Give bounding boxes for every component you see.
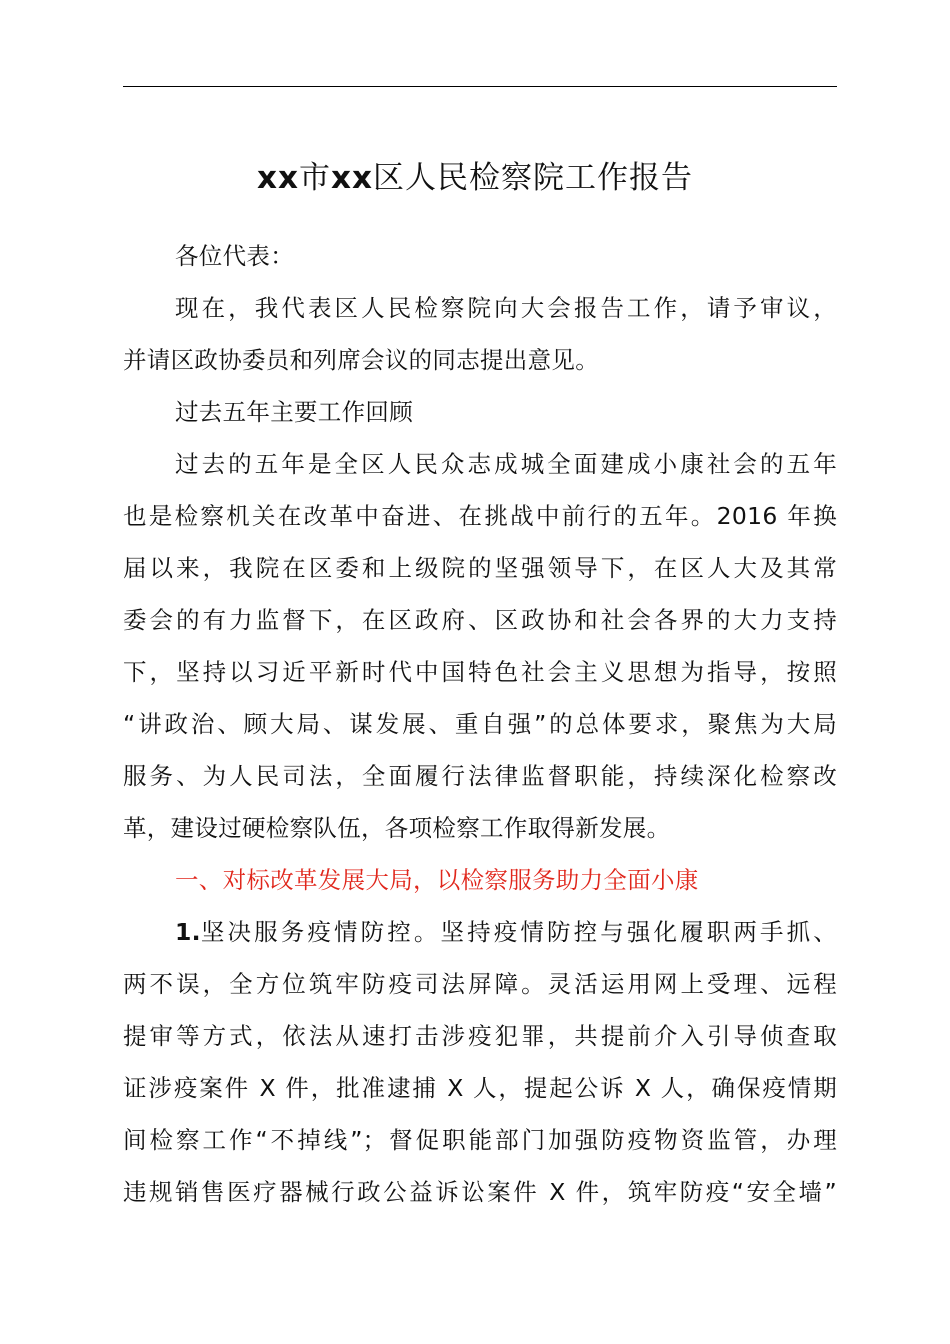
- header-rule: [123, 86, 837, 87]
- review-line-4: 委会的有力监督下，在区政府、区政协和社会各界的大力支持: [123, 606, 837, 634]
- salutation: 各位代表：: [175, 242, 294, 270]
- red-section-heading: 一、对标改革发展大局，以检察服务助力全面小康: [175, 866, 699, 894]
- review-line-7: 服务、为人民司法，全面履行法律监督职能，持续深化检察改: [123, 762, 837, 790]
- item1-line-1-text: 坚决服务疫情防控。坚持疫情防控与强化履职两手抓、: [200, 918, 837, 946]
- item1-line-1: [175, 906, 837, 958]
- title-city-suffix: 市: [299, 160, 331, 196]
- review-line-8: 革，建设过硬检察队伍，各项检察工作取得新发展。: [123, 814, 671, 842]
- document-title: [0, 152, 950, 204]
- title-city-placeholder: xx: [257, 160, 299, 196]
- item1-line-4: 证涉疫案件 X 件，批准逮捕 X 人，提起公诉 X 人，确保疫情期: [123, 1074, 837, 1102]
- intro-line-2: 并请区政协委员和列席会议的同志提出意见。: [123, 346, 599, 374]
- title-district-placeholder: xx: [331, 160, 373, 196]
- item1-line-5: 间检察工作“不掉线”；督促职能部门加强防疫物资监管，办理: [123, 1126, 837, 1154]
- item1-line-3: 提审等方式，依法从速打击涉疫犯罪，共提前介入引导侦查取: [123, 1022, 837, 1050]
- review-line-3: 届以来，我院在区委和上级院的坚强领导下，在区人大及其常: [123, 554, 837, 582]
- item1-number: 1.: [175, 918, 201, 946]
- intro-line-1: 现在，我代表区人民检察院向大会报告工作，请予审议，: [175, 294, 837, 322]
- review-line-2: 也是检察机关在改革中奋进、在挑战中前行的五年。2016 年换: [123, 502, 837, 530]
- section-heading: 过去五年主要工作回顾: [175, 398, 413, 426]
- review-line-1: 过去的五年是全区人民众志成城全面建成小康社会的五年: [175, 450, 837, 478]
- review-line-5: 下，坚持以习近平新时代中国特色社会主义思想为指导，按照: [123, 658, 837, 686]
- title-main: 区人民检察院工作报告: [373, 160, 693, 196]
- review-line-6: “讲政治、顾大局、谋发展、重自强”的总体要求，聚焦为大局: [123, 710, 837, 738]
- item1-line-6: 违规销售医疗器械行政公益诉讼案件 X 件，筑牢防疫“安全墙”: [123, 1178, 837, 1206]
- item1-line-2: 两不误，全方位筑牢防疫司法屏障。灵活运用网上受理、远程: [123, 970, 837, 998]
